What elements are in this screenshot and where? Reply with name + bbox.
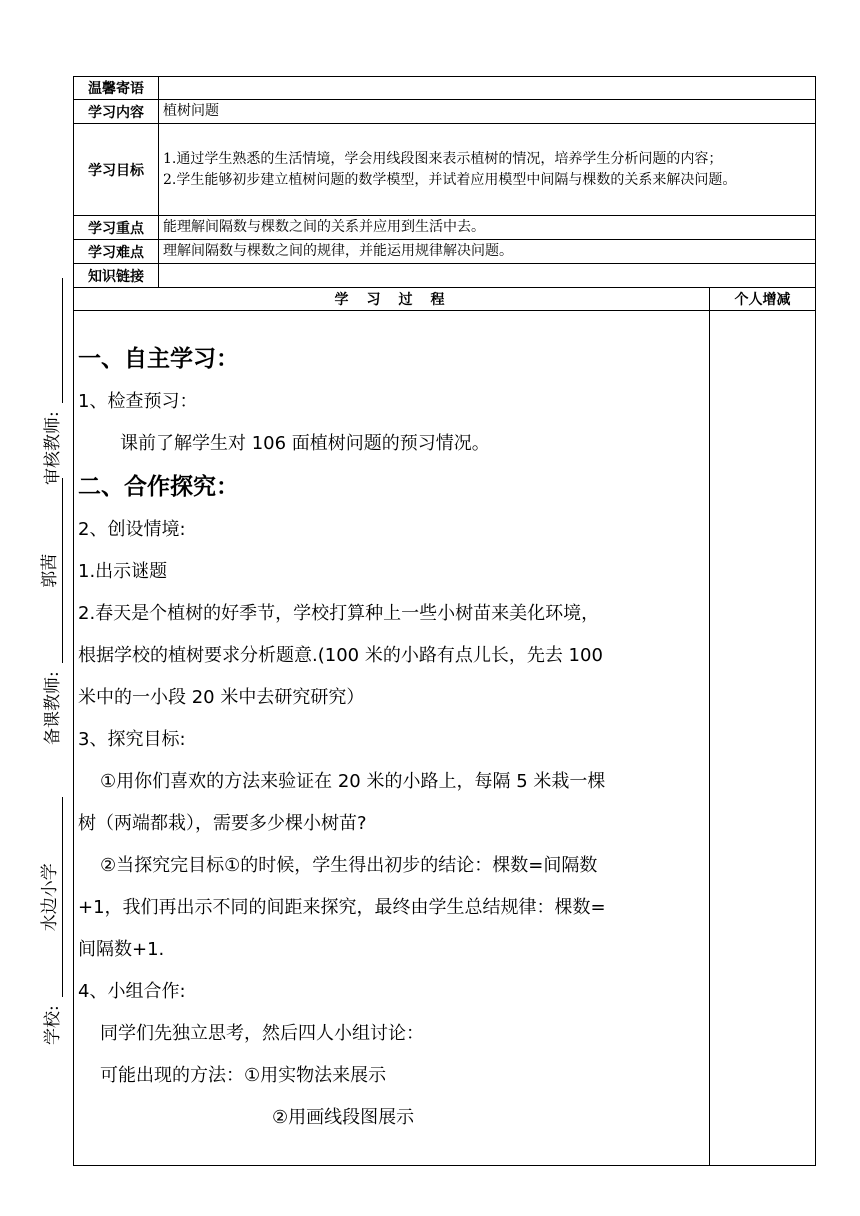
remark-header: 个人增减	[710, 288, 816, 311]
content-line: 间隔数+1.	[78, 939, 165, 960]
content-line: ②当探究完目标①的时候，学生得出初步的结论：棵数=间隔数	[100, 855, 598, 876]
row-value-greeting	[159, 77, 816, 100]
content-line: +1，我们再出示不同的间距来探究，最终由学生总结规律：棵数=	[78, 897, 606, 918]
school-value: 水边小学	[40, 797, 63, 997]
row-label-content: 学习内容	[74, 100, 159, 124]
row-label-goals: 学习目标	[74, 124, 159, 216]
section-heading: 一、自主学习：	[78, 346, 239, 372]
process-header-row	[74, 288, 816, 311]
reviewer-label: 审核教师:	[43, 411, 63, 485]
row-value-content: 植树问题	[159, 100, 816, 124]
remark-column	[710, 311, 816, 1166]
reviewer-value	[60, 278, 63, 403]
content-line: 树（两端都栽），需要多少棵小树苗?	[78, 813, 367, 834]
table-row	[74, 77, 816, 100]
process-header: 学习过程	[74, 288, 710, 311]
reviewer-signature	[38, 278, 63, 485]
row-label-difficulties: 学习难点	[74, 240, 159, 264]
preparer-value: 郭茜	[40, 478, 63, 663]
content-line: 1、检查预习：	[78, 391, 198, 412]
table-row	[74, 100, 816, 124]
content-line: 根据学校的植树要求分析题意.(100 米的小路有点儿长，先去 100	[78, 645, 603, 666]
content-line: 4、小组合作:	[78, 981, 186, 1002]
section-heading: 二、合作探究：	[78, 474, 239, 500]
process-body-row	[74, 311, 816, 1166]
content-line: 1.出示谜题	[78, 561, 168, 582]
goal-item: 2.学生能够初步建立植树问题的数学模型，并试着应用模型中间隔与棵数的关系来解决问题。	[163, 171, 737, 188]
preparer-label: 备课教师:	[43, 671, 63, 745]
content-line: 可能出现的方法：①用实物法来展示	[100, 1065, 387, 1086]
lesson-plan-table	[73, 76, 816, 1166]
content-line: 2、创设情境:	[78, 519, 186, 540]
table-row	[74, 240, 816, 264]
table-row	[74, 216, 816, 240]
table-row	[74, 124, 816, 216]
content-line: 课前了解学生对 106 面植树问题的预习情况。	[120, 433, 490, 454]
row-value-difficulties: 理解间隔数与棵数之间的规律，并能运用规律解决问题。	[159, 240, 816, 264]
preparer-signature	[38, 478, 63, 745]
row-label-key-points: 学习重点	[74, 216, 159, 240]
row-value-knowledge-link	[159, 264, 816, 288]
school-signature	[38, 797, 63, 1045]
content-line: 同学们先独立思考，然后四人小组讨论：	[100, 1023, 424, 1044]
content-line: 3、探究目标:	[78, 729, 186, 750]
content-line: 2.春天是个植树的好季节，学校打算种上一些小树苗来美化环境，	[78, 603, 600, 624]
table-row	[74, 264, 816, 288]
content-line: 米中的一小段 20 米中去研究研究）	[78, 687, 365, 708]
content-line: ②用画线段图展示	[272, 1107, 415, 1128]
row-label-greeting: 温馨寄语	[74, 77, 159, 100]
row-value-goals	[159, 124, 816, 216]
row-value-key-points: 能理解间隔数与棵数之间的关系并应用到生活中去。	[159, 216, 816, 240]
goal-item: 1.通过学生熟悉的生活情境，学会用线段图来表示植树的情况，培养学生分析问题的内容；	[163, 150, 723, 167]
process-content	[74, 311, 710, 1166]
content-line: ①用你们喜欢的方法来验证在 20 米的小路上，每隔 5 米栽一棵	[100, 771, 606, 792]
row-label-knowledge-link: 知识链接	[74, 264, 159, 288]
school-label: 学校:	[43, 1005, 63, 1045]
